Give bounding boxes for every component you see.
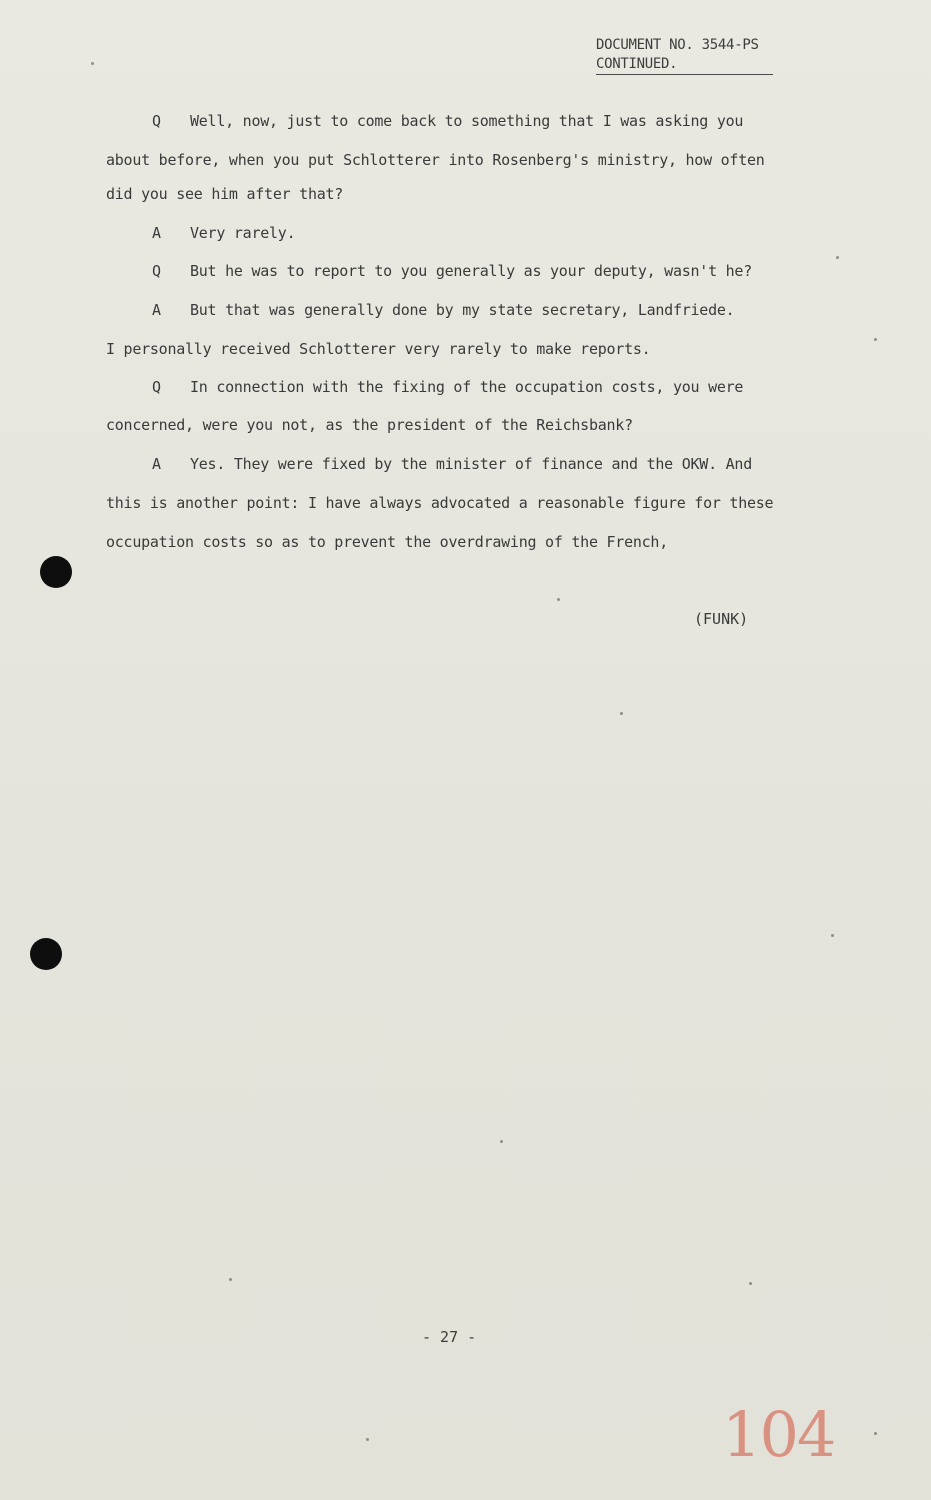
paper-speck xyxy=(874,338,877,341)
line-text: In connection with the fixing of the occupation costs, you were xyxy=(190,378,744,396)
line-text: I personally received Schlotterer very rarely to make reports. xyxy=(106,340,651,358)
speaker-marker: Q xyxy=(152,112,161,130)
transcript-line xyxy=(106,151,765,169)
transcript-line xyxy=(106,416,633,434)
line-text: But that was generally done by my state secretary, Landfriede. xyxy=(190,301,735,319)
signature-label: (FUNK) xyxy=(694,610,749,628)
paper-speck xyxy=(836,256,839,259)
line-text: occupation costs so as to prevent the overdrawing of the French, xyxy=(106,533,668,551)
paper-speck xyxy=(366,1438,369,1441)
transcript-line xyxy=(106,533,668,551)
line-text: about before, when you put Schlotterer into Rosenberg's ministry, how often xyxy=(106,151,765,169)
line-text: concerned, were you not, as the president of the Reichsbank? xyxy=(106,416,633,434)
paper-speck xyxy=(749,1282,752,1285)
stamp-number: 104 xyxy=(722,1398,835,1471)
punch-hole xyxy=(30,938,62,970)
paper-speck xyxy=(500,1140,503,1143)
speaker-marker: Q xyxy=(152,262,161,280)
transcript-line xyxy=(152,455,752,473)
speaker-marker: Q xyxy=(152,378,161,396)
speaker-marker: A xyxy=(152,224,161,242)
line-text: Very rarely. xyxy=(190,224,296,242)
paper-speck xyxy=(557,598,560,601)
transcript-line xyxy=(152,301,734,319)
line-text: But he was to report to you generally as your deputy, wasn't he? xyxy=(190,262,752,280)
punch-hole xyxy=(40,556,72,588)
line-text: this is another point: I have always advocated a reasonable figure for these xyxy=(106,494,774,512)
paper-speck xyxy=(831,934,834,937)
paper-speck xyxy=(229,1278,232,1281)
paper-speck xyxy=(620,712,623,715)
paper-speck xyxy=(91,62,94,65)
document-number: DOCUMENT NO. 3544-PS xyxy=(596,37,759,53)
transcript-line xyxy=(152,378,743,396)
continued-label: CONTINUED. xyxy=(596,55,773,75)
paper-speck xyxy=(874,1432,877,1435)
speaker-marker: A xyxy=(152,301,161,319)
page-number: - 27 - xyxy=(422,1328,477,1346)
speaker-marker: A xyxy=(152,455,161,473)
transcript-line xyxy=(106,494,773,512)
line-text: Yes. They were fixed by the minister of finance and the OKW. And xyxy=(190,455,752,473)
transcript-line xyxy=(152,224,295,242)
transcript-line xyxy=(152,112,743,130)
transcript-line xyxy=(106,185,343,203)
line-text: Well, now, just to come back to something that I was asking you xyxy=(190,112,744,130)
transcript-line xyxy=(106,340,650,358)
document-header xyxy=(596,36,773,75)
transcript-line xyxy=(152,262,752,280)
line-text: did you see him after that? xyxy=(106,185,344,203)
